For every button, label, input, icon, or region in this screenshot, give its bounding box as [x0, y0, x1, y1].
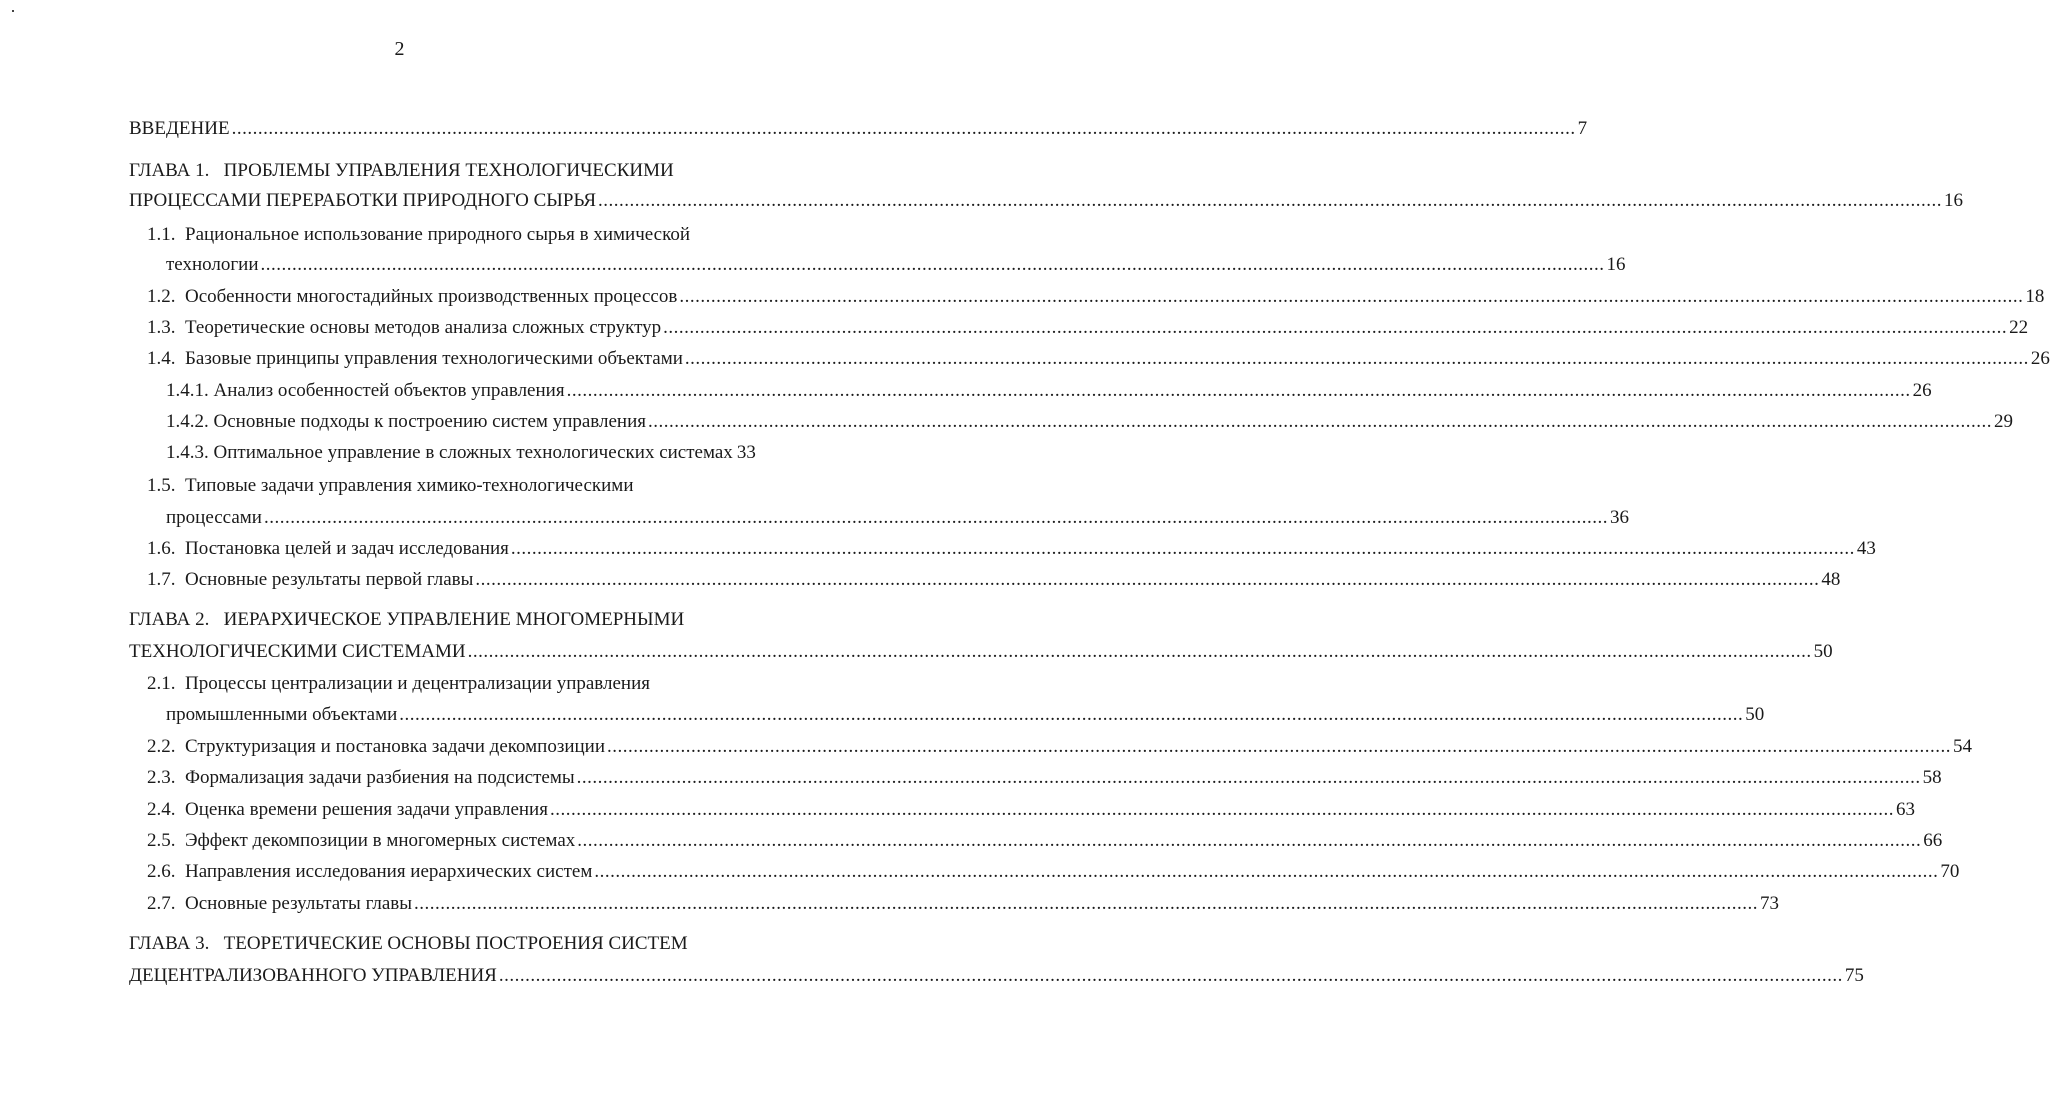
section-number: 1.4.1. — [166, 380, 209, 401]
section-number: 1.7. — [147, 569, 176, 590]
toc-entry-page: 73 — [1760, 893, 1780, 914]
section-number: 1.4.2. — [166, 411, 209, 432]
section-title: Формализация задачи разбиения на подсистемы — [185, 767, 575, 788]
dot-leader — [685, 347, 2029, 371]
toc-entry-page: 36 — [1609, 507, 1629, 528]
toc-entry-1-1[interactable] — [147, 223, 690, 247]
section-title-line2: промышленными объектами — [166, 704, 398, 725]
toc-entry-1-1-line2[interactable] — [166, 253, 1626, 277]
toc-entry-page: 70 — [1940, 861, 1960, 882]
chapter-title-line2: ТЕХНОЛОГИЧЕСКИМИ СИСТЕМАМИ — [129, 641, 466, 662]
toc-entry-1-4-3[interactable] — [166, 441, 756, 465]
chapter-title-line1: ИЕРАРХИЧЕСКОЕ УПРАВЛЕНИЕ МНОГОМЕРНЫМИ — [223, 609, 685, 630]
dot-leader — [399, 703, 1743, 727]
dot-leader — [232, 117, 1576, 141]
dot-leader — [648, 410, 1992, 434]
chapter-3-heading[interactable] — [129, 932, 688, 956]
toc-entry-title: ВВЕДЕНИЕ — [129, 118, 230, 139]
section-number: 1.6. — [147, 538, 176, 559]
toc-entry-page: 58 — [1922, 767, 1942, 788]
toc-entry-page: 22 — [2009, 317, 2029, 338]
section-number: 1.4.3. — [166, 442, 209, 463]
dot-leader — [577, 829, 1921, 853]
section-title-line2: технологии — [166, 254, 259, 275]
toc-entry-page: 7 — [1577, 118, 1588, 139]
toc-entry-page: 50 — [1745, 704, 1765, 725]
section-title: Направления исследования иерархических систем — [185, 861, 593, 882]
toc-entry-1-3[interactable] — [147, 316, 2029, 340]
toc-entry-2-1[interactable] — [147, 672, 650, 696]
section-title-line1: Рациональное использование природного сырья в химической — [185, 224, 691, 245]
chapter-1-title-line2[interactable] — [129, 189, 1964, 213]
section-title: Основные результаты первой главы — [185, 569, 474, 590]
toc-entry-1-4-2[interactable] — [166, 410, 2014, 434]
chapter-number: ГЛАВА 3. — [129, 933, 210, 954]
toc-entry-1-5-line2[interactable] — [166, 506, 1629, 530]
toc-entry-page: 50 — [1813, 641, 1833, 662]
section-number: 2.3. — [147, 767, 176, 788]
toc-entry-page: 18 — [2025, 286, 2045, 307]
dot-leader — [414, 892, 1758, 916]
toc-entry-1-4[interactable] — [147, 347, 2050, 371]
section-number: 1.2. — [147, 286, 176, 307]
section-number: 2.7. — [147, 893, 176, 914]
toc-entry-page: 26 — [2030, 348, 2050, 369]
toc-entry-page: 75 — [1844, 965, 1864, 986]
toc-entry-page: 16 — [1944, 190, 1964, 211]
dot-leader — [577, 766, 1921, 790]
toc-entry-1-2[interactable] — [147, 285, 2045, 309]
section-title: Оптимальное управление в сложных технологических системах — [213, 442, 733, 463]
section-number: 1.5. — [147, 475, 176, 496]
toc-entry-page: 66 — [1923, 830, 1943, 851]
section-title: Анализ особенностей объектов управления — [213, 380, 565, 401]
chapter-title-line2: ПРОЦЕССАМИ ПЕРЕРАБОТКИ ПРИРОДНОГО СЫРЬЯ — [129, 190, 597, 211]
chapter-3-title-line2[interactable] — [129, 964, 1864, 988]
section-number: 1.1. — [147, 224, 176, 245]
toc-entry-1-6[interactable] — [147, 537, 1876, 561]
section-title: Теоретические основы методов анализа сложных структур — [185, 317, 662, 338]
toc-entry-page: 43 — [1856, 538, 1876, 559]
dot-leader — [663, 316, 2007, 340]
section-title: Основные подходы к построению систем управления — [213, 411, 647, 432]
toc-entry-2-5[interactable] — [147, 829, 1943, 853]
dot-leader — [261, 253, 1605, 277]
chapter-title-line1: ПРОБЛЕМЫ УПРАВЛЕНИЯ ТЕХНОЛОГИЧЕСКИМИ — [223, 160, 674, 181]
section-number: 2.1. — [147, 673, 176, 694]
toc-entry-page: 63 — [1895, 799, 1915, 820]
toc-entry-1-5[interactable] — [147, 474, 634, 498]
toc-entry-2-1-line2[interactable] — [166, 703, 1765, 727]
dot-leader — [567, 379, 1911, 403]
toc-entry-2-2[interactable] — [147, 735, 1973, 759]
section-title: Постановка целей и задач исследования — [185, 538, 509, 559]
chapter-2-heading[interactable] — [129, 608, 684, 632]
toc-entry-introduction[interactable] — [129, 117, 1588, 141]
toc-entry-2-7[interactable] — [147, 892, 1780, 916]
section-number: 1.3. — [147, 317, 176, 338]
section-title: Базовые принципы управления технологическими объектами — [185, 348, 683, 369]
chapter-number: ГЛАВА 2. — [129, 609, 210, 630]
dot-leader — [550, 798, 1894, 822]
dot-leader — [468, 640, 1812, 664]
section-title-line2: процессами — [166, 507, 262, 528]
toc-entry-page: 16 — [1606, 254, 1626, 275]
toc-entry-page: 29 — [1994, 411, 2014, 432]
section-title: Эффект декомпозиции в многомерных системах — [185, 830, 576, 851]
dot-leader — [594, 860, 1938, 884]
dot-leader — [499, 964, 1843, 988]
section-title-line1: Процессы централизации и децентрализации управления — [185, 673, 650, 694]
dot-leader — [607, 735, 1951, 759]
section-number: 2.4. — [147, 799, 176, 820]
chapter-number: ГЛАВА 1. — [129, 160, 210, 181]
section-title: Оценка времени решения задачи управления — [185, 799, 548, 820]
chapter-2-title-line2[interactable] — [129, 640, 1833, 664]
toc-entry-page: 54 — [1953, 736, 1973, 757]
toc-entry-2-4[interactable] — [147, 798, 1915, 822]
toc-entry-1-4-1[interactable] — [166, 379, 1932, 403]
toc-entry-page: 26 — [1912, 380, 1932, 401]
toc-entry-page: 33 — [736, 442, 756, 463]
page-number: 2 — [394, 38, 405, 60]
section-number: 1.4. — [147, 348, 176, 369]
dot-leader — [598, 189, 1942, 213]
section-title: Структуризация и постановка задачи декомпозиции — [185, 736, 606, 757]
chapter-title-line1: ТЕОРЕТИЧЕСКИЕ ОСНОВЫ ПОСТРОЕНИЯ СИСТЕМ — [223, 933, 688, 954]
toc-entry-1-7[interactable] — [147, 568, 1841, 592]
dot-leader — [679, 285, 2023, 309]
section-title: Особенности многостадийных производственных процессов — [185, 286, 678, 307]
chapter-1-heading[interactable] — [129, 159, 674, 183]
toc-entry-page: 48 — [1821, 569, 1841, 590]
toc-entry-2-3[interactable] — [147, 766, 1942, 790]
section-number: 2.6. — [147, 861, 176, 882]
toc-entry-2-6[interactable] — [147, 860, 1960, 884]
section-number: 2.5. — [147, 830, 176, 851]
dot-leader — [475, 568, 1819, 592]
section-title-line1: Типовые задачи управления химико-технологическими — [185, 475, 634, 496]
dot-leader — [264, 506, 1608, 530]
section-number: 2.2. — [147, 736, 176, 757]
chapter-title-line2: ДЕЦЕНТРАЛИЗОВАННОГО УПРАВЛЕНИЯ — [129, 965, 497, 986]
dot-leader — [511, 537, 1855, 561]
section-title: Основные результаты главы — [185, 893, 413, 914]
